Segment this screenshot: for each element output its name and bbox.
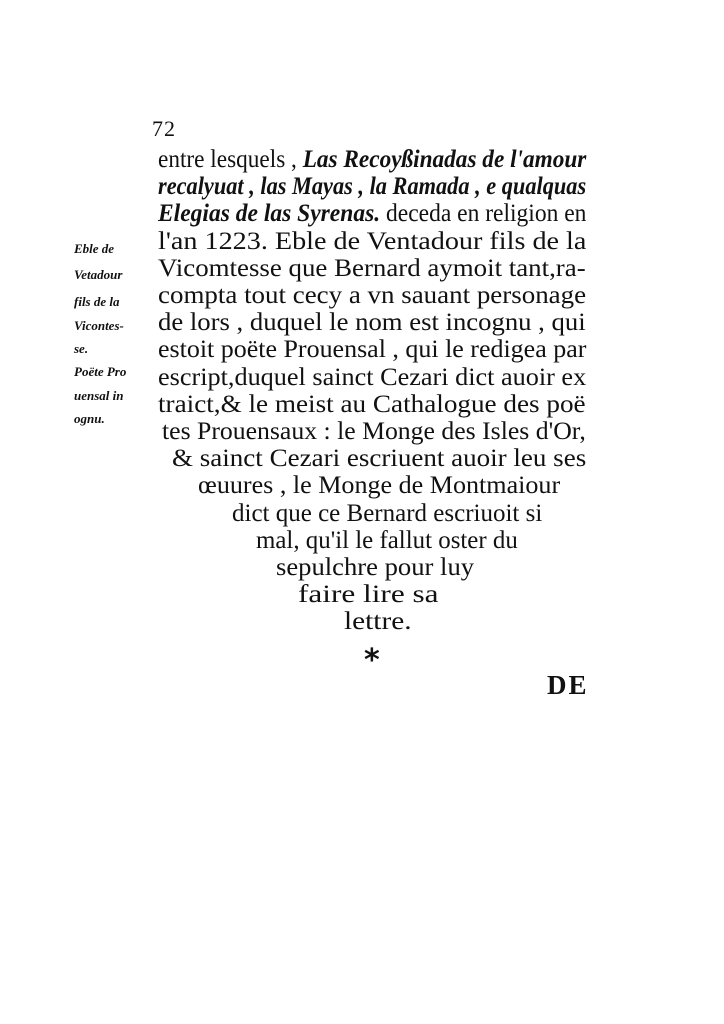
line-text: sepulchre pour luy [276,554,475,581]
line-text: œuures , le Monge de Montmaiour [198,472,561,500]
line-text: de lors , duquel le nom est incognu , qui [158,309,586,337]
line-text: mal, qu'il le fallut oster du [256,526,518,554]
text-line [158,228,586,256]
line-text: Vicomtesse que Bernard aymoit tant,ra- [158,254,586,282]
line-text: & sainct Cezari escriuent auoir leu ses [172,445,587,473]
line-text: estoit poëte Prouensal , qui le redigea par [158,336,587,364]
text-line [158,336,586,364]
text-line [256,527,518,555]
text-line [276,554,474,582]
text-line [158,391,586,419]
margin-note-line: uensal in [74,388,124,403]
line-text: compta tout cecy a vn sauant personage [158,282,587,309]
margin-note-line: se. [74,341,89,356]
margin-note-line: Vicontes- [74,318,124,333]
text-line [344,608,412,636]
line-text: lettre. [344,608,412,636]
page-number: 72 [152,116,176,141]
line-text: l'an 1223. Eble de Ventadour fils de la [158,227,587,255]
line-text: entre lesquels , [158,146,303,173]
line-text: traict,& le meist au Cathalogue des poë [158,390,586,418]
text-line [162,418,586,446]
margin-note-line: ognu. [74,411,105,426]
catchword: DE [547,670,589,700]
line-text: faire lire sa [298,581,439,609]
line-text: escript,duquel sainct Cezari dict auoir ex [158,363,587,391]
line-text: tes Prouensaux : le Monge des Isles d'Or, [162,418,586,445]
text-line [172,445,586,473]
margin-note-line: Vetadour [74,267,123,282]
line-text: dict que ce Bernard escriuoit si [232,499,543,527]
italic-title-text: Elegias de las Syrenas. [158,200,381,228]
text-line [158,282,586,310]
text-line [158,309,586,337]
text-line [198,472,560,500]
asterisk-ornament: * [364,643,380,678]
text-line [158,364,586,392]
text-line [158,173,586,201]
margin-note-line: fils de la [74,294,120,309]
text-line [158,255,586,283]
text-line [232,500,542,528]
text-line [158,200,586,228]
line-text: deceda en religion en [380,200,587,228]
margin-note-line: Eble de [74,241,115,256]
italic-title-text: Las Recoyßinadas de l'amour [302,146,587,173]
italic-title-text: recalyuat , las Mayas , la Ramada , e qualquas [158,173,587,201]
text-line [158,146,586,174]
margin-note-line: Poëte Pro [74,364,127,379]
text-line [298,581,439,609]
